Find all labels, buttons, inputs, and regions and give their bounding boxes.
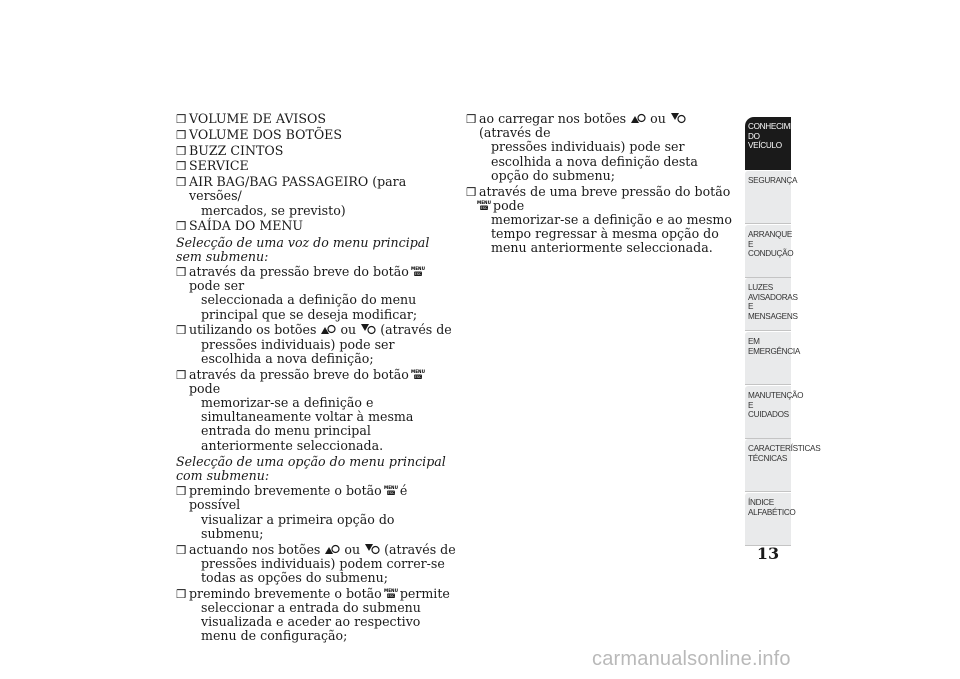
tab-caracteristicas-tecnicas[interactable]: CARACTERÍSTICAS TÉCNICAS: [745, 439, 791, 492]
checkbox-bullet: ❒: [176, 542, 187, 557]
menu-button-icon: [479, 199, 489, 211]
step-item: ❒ através da pressão breve do botão MENU ESC pode ser seleccionada a definição do menu principal que se deseja modificar;: [176, 264, 425, 322]
svg-text:MENU: MENU: [410, 266, 425, 271]
checkbox-bullet: ❒: [466, 184, 477, 199]
down-button-icon: [360, 323, 376, 335]
svg-text:MENU: MENU: [383, 587, 398, 593]
svg-text:ESC: ESC: [480, 205, 488, 210]
down-button-icon: [364, 543, 380, 555]
list-item-buzz-cintos: ❒ BUZZ CINTOS: [176, 142, 284, 158]
checkbox-bullet: ❒: [176, 219, 187, 234]
checkbox-bullet: ❒: [176, 367, 187, 382]
watermark: carmanualsonline.info: [592, 648, 791, 670]
svg-text:MENU: MENU: [477, 199, 491, 205]
svg-text:ESC: ESC: [414, 374, 422, 379]
tab-seguranca[interactable]: SEGURANÇA: [745, 171, 791, 224]
step-item: ❒ actuando nos botões ou (através de pressões individuais) podem correr-se todas as opções do submenu;: [176, 541, 456, 586]
tab-manutencao-cuidados[interactable]: MANUTENÇÃO E CUIDADOS: [745, 386, 791, 439]
checkbox-bullet: ❒: [466, 112, 477, 126]
up-button-icon: [324, 543, 340, 555]
step-item: ❒ utilizando os botões ou (através de pressões individuais) pode ser escolhida a nova definição;: [176, 322, 452, 366]
step-item: ❒ premindo brevemente o botão MENU ESC permite seleccionar a entrada do submenu visualizada e aceder ao respectivo menu de configuração;: [176, 585, 450, 644]
svg-text:ESC: ESC: [414, 272, 422, 276]
checkbox-bullet: ❒: [176, 586, 187, 601]
list-item-saida-menu: ❒ SAÍDA DO MENU: [176, 218, 304, 234]
menu-button-icon: [410, 368, 425, 380]
down-button-icon: [670, 112, 686, 124]
checkbox-bullet: ❒: [176, 127, 187, 142]
checkbox-bullet: ❒: [176, 265, 187, 279]
menu-button-icon: [383, 587, 398, 599]
checkbox-bullet: ❒: [176, 323, 187, 338]
step-item: ❒ através da pressão breve do botão MENU ESC pode memorizar-se a definição e simultaneamente voltar à mesma entrada do menu principal anteriormente seleccionada.: [176, 366, 425, 453]
svg-text:MENU: MENU: [410, 368, 425, 374]
list-item-volume-botoes: ❒ VOLUME DOS BOTÕES: [176, 126, 342, 142]
section-heading: Selecção de uma opção do menu principal com submenu:: [176, 453, 446, 484]
up-button-icon: [320, 323, 336, 335]
tab-conhecimento-veiculo[interactable]: CONHECIMENTO DO VEÍCULO: [745, 117, 791, 170]
checkbox-bullet: ❒: [176, 484, 187, 499]
checkbox-bullet: ❒: [176, 159, 187, 174]
tab-indice-alfabetico[interactable]: ÍNDICE ALFABÉTICO: [745, 493, 791, 546]
step-item: ❒ através de uma breve pressão do botão MENU ESC pode memorizar-se a definição e ao mesmo tempo regressar à mesma opção do menu anteriormente seleccionada.: [466, 183, 732, 256]
checkbox-bullet: ❒: [176, 143, 187, 158]
page-number: 13: [756, 544, 780, 563]
right-column: [466, 112, 738, 257]
tab-em-emergencia[interactable]: EM EMERGÊNCIA: [745, 332, 791, 385]
menu-button-icon: [410, 265, 425, 277]
section-heading: Selecção de uma voz do menu principal sem submenu:: [176, 234, 430, 264]
list-item-service: ❒ SERVICE: [176, 158, 249, 174]
list-item-volume-avisos: ❒ VOLUME DE AVISOS: [176, 111, 326, 126]
tab-luzes-avisadoras[interactable]: LUZES AVISADORAS E MENSAGENS: [745, 278, 791, 331]
step-item: ❒ premindo brevemente o botão MENU ESC é possível visualizar a primeira opção do submenu;: [176, 483, 408, 541]
checkbox-bullet: ❒: [176, 175, 187, 190]
up-button-icon: [630, 112, 646, 124]
svg-text:ESC: ESC: [387, 593, 395, 598]
left-column: [176, 112, 456, 645]
svg-text:MENU: MENU: [383, 485, 398, 491]
menu-button-icon: [383, 484, 398, 496]
tab-arranque-conducao[interactable]: ARRANQUE E CONDUÇÃO: [745, 225, 791, 278]
svg-text:ESC: ESC: [387, 491, 395, 496]
step-item: ❒ ao carregar nos botões ou (através de pressões individuais) pode ser escolhida a nova definição desta opção do submenu;: [466, 111, 698, 183]
checkbox-bullet: ❒: [176, 112, 187, 126]
list-item-air-bag: ❒ AIR BAG/BAG PASSAGEIRO (para versões/ mercados, se previsto): [176, 174, 407, 218]
